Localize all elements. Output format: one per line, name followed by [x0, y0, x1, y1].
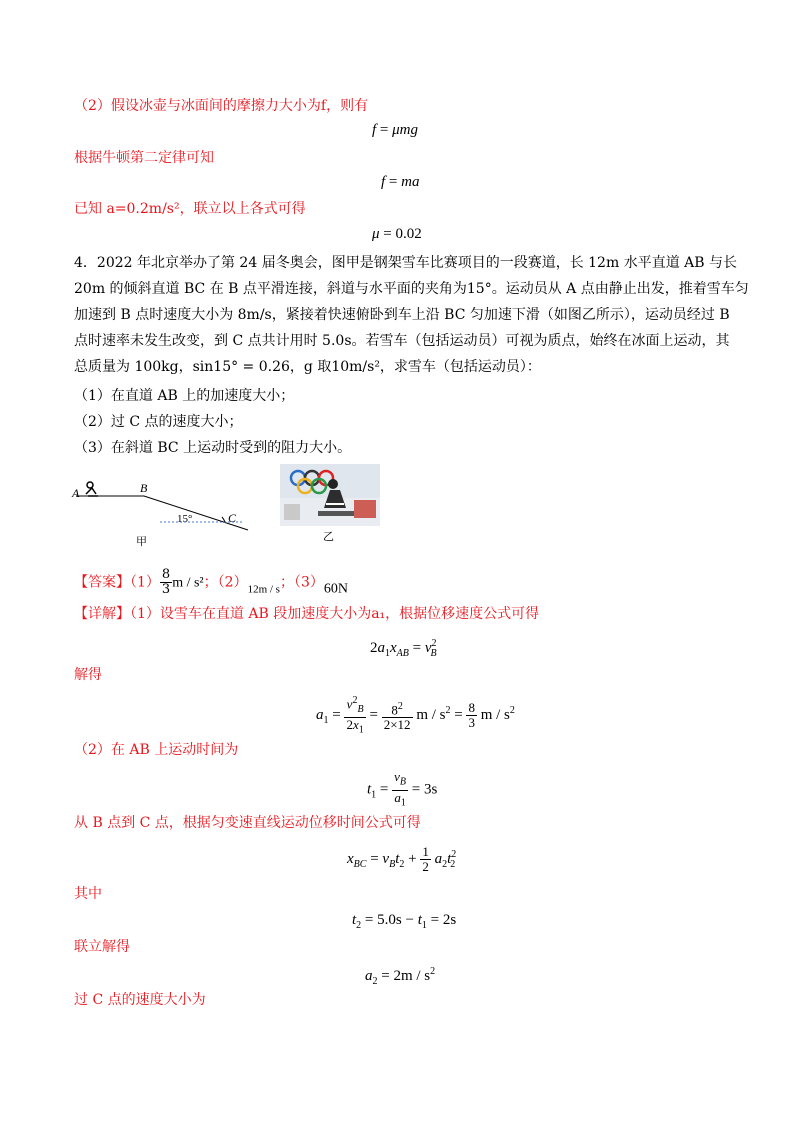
answer-a3: 60N — [323, 581, 349, 597]
q4-para-line4: 点时速率未发生改变，到 C 点共计用时 5.0s。若雪车（包括运动员）可视为质点，始终在冰面上运动，其 — [74, 333, 730, 349]
sec2-line3: 已知 a=0.2m/s²，联立以上各式可得 — [74, 201, 306, 217]
skeleton-photo — [280, 464, 380, 544]
detail-line6: 联立解得 — [74, 939, 130, 955]
equation-a2: $a_2 = 2m / s^2$ — [365, 966, 436, 987]
answer-line: 【答案】（1） $\frac{8}{3}$ m / s²；$(2)_{12m / s}$；（3）60N — [74, 567, 349, 597]
equation-newton: f = ma — [381, 174, 420, 190]
q4-para-line2: 20m 的倾斜直道 BC 在 B 点平滑连接，斜道与水平面的夹角为15°。运动员从 A 点由静止出发，推着雪车匀 — [74, 281, 749, 297]
answer-part1: （1） — [130, 574, 160, 591]
answer-part3: （3） — [293, 574, 324, 591]
angle-label: 15° — [177, 513, 193, 525]
detail-line5: 其中 — [74, 886, 102, 902]
sled-icon — [86, 482, 98, 496]
sec2-line2: 根据牛顿第二定律可知 — [74, 150, 214, 166]
label-c: C — [228, 511, 237, 525]
caption-jia: 甲 — [136, 535, 147, 548]
answer-a1-unit: m / s² — [172, 575, 204, 591]
q4-para-line3: 加速到 B 点时速度大小为 8m/s，紧接着快速俯卧到车上沿 BC 匀加速下滑（如图乙所示），运动员经过 B — [74, 307, 730, 323]
equation-xbc: $x_{BC} = v_Bt_2$ + $\frac{1}{2}$ $a_2t^2_2$ — [347, 844, 457, 875]
detail-line1: 【详解】（1）设雪车在直道 AB 段加速度大小为a₁，根据位移速度公式可得 — [74, 606, 540, 622]
q4-para-line5: 总质量为 100kg，sin15° = 0.26，g 取10m/s²，求雪车（包括运动员）： — [74, 359, 541, 375]
detail-tag: 【详解】 — [74, 606, 130, 622]
detail-line7: 过 C 点的速度大小为 — [74, 992, 206, 1008]
q4-sub3: （3）在斜道 BC 上运动时受到的阻力大小。 — [74, 440, 352, 456]
equation-t2: $t_2 = 5.0s - t_1 = 2s$ — [352, 912, 457, 931]
detail-line4: 从 B 点到 C 点，根据匀变速直线运动位移时间公式可得 — [74, 815, 421, 831]
track-diagram — [70, 474, 260, 554]
sec2-line1: （2）假设冰壶与冰面间的摩擦力大小为f，则有 — [74, 98, 369, 114]
answer-a1-fraction: $\frac{8}{3}$ — [161, 567, 171, 597]
caption-yi: 乙 — [323, 530, 334, 543]
label-a: A — [72, 486, 80, 500]
equation-friction: f = μmg — [372, 122, 419, 138]
detail-line2: 解得 — [74, 667, 102, 683]
equation-mu: μ = 0.02 — [372, 226, 422, 242]
equation-displacement-velocity: $2a_1x_{AB} = v^2_B$ — [370, 638, 437, 659]
answer-a2: 12m / s — [247, 583, 280, 596]
equation-a1: $a_1$ = $\frac{v^2_B}{2x_1}$ = $\frac{8^2}{2\times 12}$ m / $s^2$ = $\frac{8}{3}$ m / $s^2$ — [316, 695, 515, 736]
label-b: B — [140, 481, 148, 495]
detail-line3: （2）在 AB 上运动时间为 — [74, 742, 239, 758]
equation-t1: $t_1$ = $\frac{v_B}{a_1}$ = 3s — [367, 769, 438, 809]
answer-tag: 【答案】 — [74, 574, 130, 591]
q4-sub2: （2）过 C 点的速度大小； — [74, 414, 243, 430]
q4-sub1: （1）在直道 AB 上的加速度大小； — [74, 388, 295, 404]
q4-para-line1: 4．2022 年北京举办了第 24 届冬奥会，图甲是钢架雪车比赛项目的一段赛道，长 12m 水平直道 AB 与长 — [74, 255, 737, 271]
answer-part2: （2） — [217, 574, 248, 591]
